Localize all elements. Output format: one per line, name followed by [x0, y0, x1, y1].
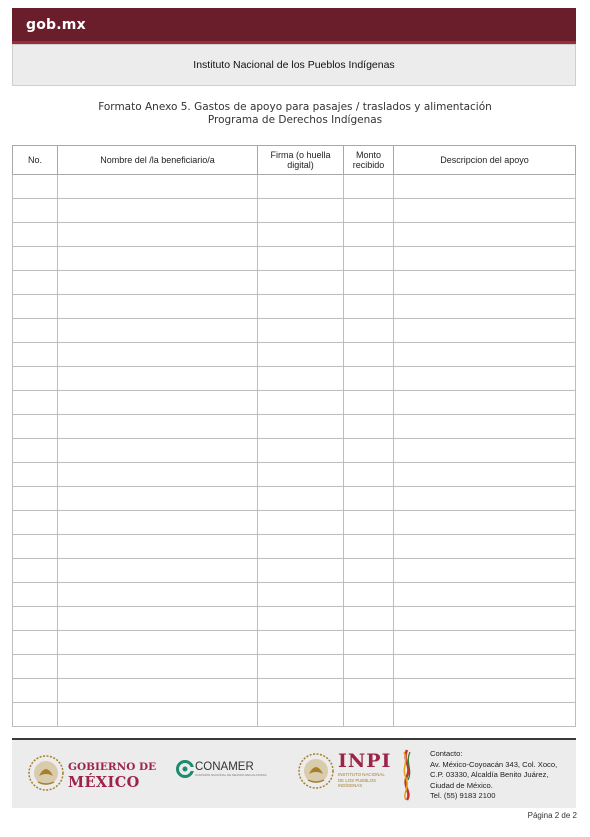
table-cell[interactable]	[344, 631, 394, 655]
table-cell[interactable]	[58, 583, 258, 607]
table-cell[interactable]	[13, 439, 58, 463]
table-cell[interactable]	[258, 535, 344, 559]
table-cell[interactable]	[258, 247, 344, 271]
table-cell[interactable]	[394, 535, 576, 559]
table-cell[interactable]	[344, 511, 394, 535]
decorative-ribbon-icon	[398, 748, 416, 802]
table-cell[interactable]	[394, 703, 576, 727]
table-row	[13, 631, 576, 655]
table-cell[interactable]	[344, 295, 394, 319]
table-row	[13, 535, 576, 559]
table-cell[interactable]	[13, 391, 58, 415]
column-header-monto: Monto recibido	[344, 146, 394, 175]
table-row	[13, 703, 576, 727]
table-cell[interactable]	[344, 463, 394, 487]
table-cell[interactable]	[258, 511, 344, 535]
conamer-tagline: COMISIÓN NACIONAL DE MEJORA REGULATORIA	[195, 773, 267, 777]
table-cell[interactable]	[344, 247, 394, 271]
table-cell[interactable]	[58, 367, 258, 391]
table-cell[interactable]	[344, 319, 394, 343]
conamer-emblem-icon	[176, 760, 194, 778]
table-cell[interactable]	[13, 703, 58, 727]
table-cell[interactable]	[258, 223, 344, 247]
inpi-line2: DE LOS PUEBLOS	[338, 777, 377, 783]
table-cell[interactable]	[258, 655, 344, 679]
table-cell[interactable]	[394, 439, 576, 463]
table-cell[interactable]	[394, 175, 576, 199]
table-cell[interactable]	[394, 415, 576, 439]
table-cell[interactable]	[13, 367, 58, 391]
table-cell[interactable]	[394, 631, 576, 655]
gobierno-de-mexico-logo	[26, 752, 157, 799]
table-cell[interactable]	[58, 463, 258, 487]
table-cell[interactable]	[258, 631, 344, 655]
table-cell[interactable]	[394, 655, 576, 679]
table-cell[interactable]	[13, 247, 58, 271]
table-row	[13, 223, 576, 247]
table-cell[interactable]	[344, 583, 394, 607]
table-cell[interactable]	[344, 679, 394, 703]
table-cell[interactable]	[344, 607, 394, 631]
table-cell[interactable]	[13, 487, 58, 511]
table-cell[interactable]	[258, 319, 344, 343]
contact-info	[430, 749, 557, 802]
table-cell[interactable]	[58, 391, 258, 415]
table-row	[13, 319, 576, 343]
table-cell[interactable]	[394, 271, 576, 295]
table-cell[interactable]	[58, 175, 258, 199]
table-cell[interactable]	[13, 511, 58, 535]
beneficiary-table	[12, 145, 576, 727]
mexico-coat-of-arms-icon	[26, 752, 66, 794]
table-cell[interactable]	[344, 391, 394, 415]
inpi-line1: INSTITUTO NACIONAL	[338, 772, 385, 777]
table-row	[13, 367, 576, 391]
table-cell[interactable]	[344, 199, 394, 223]
table-cell[interactable]	[58, 703, 258, 727]
inpi-line3: INDÍGENAS	[338, 783, 363, 789]
table-cell[interactable]	[394, 511, 576, 535]
table-cell[interactable]	[58, 607, 258, 631]
table-row	[13, 415, 576, 439]
table-cell[interactable]	[58, 487, 258, 511]
contact-line: Av. México-Coyoacán 343, Col. Xoco,	[430, 759, 558, 769]
contact-line: C.P. 03330, Alcaldía Benito Juárez,	[430, 770, 549, 780]
table-cell[interactable]	[58, 631, 258, 655]
table-cell[interactable]	[58, 655, 258, 679]
table-cell[interactable]	[258, 487, 344, 511]
column-header-no: No.	[13, 146, 58, 175]
inpi-name: INPI	[338, 750, 392, 772]
table-cell[interactable]	[258, 583, 344, 607]
table-cell[interactable]	[394, 391, 576, 415]
table-cell[interactable]	[13, 343, 58, 367]
inpi-logo	[296, 750, 392, 797]
table-cell[interactable]	[394, 367, 576, 391]
table-cell[interactable]	[344, 559, 394, 583]
table-cell[interactable]	[394, 343, 576, 367]
program-title: Programa de Derechos Indígenas	[207, 114, 383, 126]
table-cell[interactable]	[394, 295, 576, 319]
institution-name: Instituto Nacional de los Pueblos Indígenas	[193, 59, 395, 71]
table-cell[interactable]	[13, 607, 58, 631]
table-cell[interactable]	[394, 247, 576, 271]
table-cell[interactable]	[58, 535, 258, 559]
document-title: Formato Anexo 5. Gastos de apoyo para pasajes / traslados y alimentación	[98, 101, 492, 113]
column-header-nombre: Nombre del /la beneficiario/a	[58, 146, 258, 175]
table-cell[interactable]	[13, 583, 58, 607]
contact-line: Tel. (55) 9183 2100	[430, 791, 496, 801]
table-cell[interactable]	[394, 583, 576, 607]
conamer-name: CONAMER	[195, 761, 254, 773]
table-cell[interactable]	[13, 271, 58, 295]
table-row	[13, 511, 576, 535]
table-cell[interactable]	[344, 703, 394, 727]
table-cell[interactable]	[394, 463, 576, 487]
gobierno-logo-line2: MÉXICO	[68, 774, 140, 791]
table-cell[interactable]	[344, 415, 394, 439]
page-number: Página 2 de 2	[527, 811, 577, 820]
table-cell[interactable]	[344, 535, 394, 559]
table-row	[13, 199, 576, 223]
table-row	[13, 559, 576, 583]
table-cell[interactable]	[394, 223, 576, 247]
column-header-descripcion: Descripcion del apoyo	[394, 146, 576, 175]
gobmx-logo[interactable]: gob.mx	[26, 17, 86, 33]
table-row	[13, 247, 576, 271]
table-cell[interactable]	[13, 631, 58, 655]
table-cell[interactable]	[258, 367, 344, 391]
table-cell[interactable]	[258, 703, 344, 727]
table-cell[interactable]	[58, 199, 258, 223]
table-cell[interactable]	[58, 439, 258, 463]
conamer-logo	[176, 760, 267, 783]
table-row	[13, 607, 576, 631]
table-cell[interactable]	[394, 319, 576, 343]
table-cell[interactable]	[394, 679, 576, 703]
table-row	[13, 583, 576, 607]
table-cell[interactable]	[258, 271, 344, 295]
table-cell[interactable]	[58, 271, 258, 295]
table-cell[interactable]	[258, 391, 344, 415]
contact-heading: Contacto:	[430, 749, 463, 758]
table-cell[interactable]	[344, 343, 394, 367]
table-cell[interactable]	[13, 199, 58, 223]
table-row	[13, 271, 576, 295]
table-row	[13, 439, 576, 463]
table-cell[interactable]	[13, 463, 58, 487]
table-cell[interactable]	[258, 415, 344, 439]
gobierno-logo-line1: GOBIERNO DE	[68, 761, 157, 773]
table-cell[interactable]	[13, 223, 58, 247]
table-cell[interactable]	[58, 559, 258, 583]
table-cell[interactable]	[13, 319, 58, 343]
table-row	[13, 679, 576, 703]
table-cell[interactable]	[13, 655, 58, 679]
table-cell[interactable]	[58, 247, 258, 271]
table-cell[interactable]	[13, 559, 58, 583]
column-header-firma: Firma (o huella digital)	[258, 146, 344, 175]
inpi-coat-of-arms-icon	[296, 750, 336, 792]
table-cell[interactable]	[394, 607, 576, 631]
table-cell[interactable]	[344, 439, 394, 463]
table-cell[interactable]	[344, 655, 394, 679]
table-cell[interactable]	[13, 415, 58, 439]
table-row	[13, 175, 576, 199]
table-cell[interactable]	[394, 199, 576, 223]
table-cell[interactable]	[13, 535, 58, 559]
table-cell[interactable]	[258, 679, 344, 703]
table-row	[13, 295, 576, 319]
table-cell[interactable]	[58, 295, 258, 319]
table-cell[interactable]	[13, 679, 58, 703]
table-cell[interactable]	[258, 175, 344, 199]
table-cell[interactable]	[394, 487, 576, 511]
table-cell[interactable]	[58, 679, 258, 703]
table-cell[interactable]	[394, 559, 576, 583]
table-cell[interactable]	[58, 223, 258, 247]
gob-header-bar	[12, 8, 576, 44]
table-cell[interactable]	[13, 175, 58, 199]
table-cell[interactable]	[344, 271, 394, 295]
table-row	[13, 391, 576, 415]
table-cell[interactable]	[258, 439, 344, 463]
table-row	[13, 655, 576, 679]
table-header-row	[13, 146, 576, 175]
table-cell[interactable]	[258, 463, 344, 487]
table-cell[interactable]	[344, 487, 394, 511]
page-footer	[12, 740, 576, 808]
contact-line: Ciudad de México.	[430, 780, 493, 790]
table-cell[interactable]	[258, 559, 344, 583]
table-cell[interactable]	[258, 199, 344, 223]
table-cell[interactable]	[58, 511, 258, 535]
table-row	[13, 463, 576, 487]
institution-bar	[12, 44, 576, 86]
table-row	[13, 487, 576, 511]
table-cell[interactable]	[258, 343, 344, 367]
table-cell[interactable]	[13, 295, 58, 319]
table-cell[interactable]	[58, 343, 258, 367]
table-cell[interactable]	[58, 319, 258, 343]
table-row	[13, 343, 576, 367]
table-cell[interactable]	[344, 367, 394, 391]
table-cell[interactable]	[344, 175, 394, 199]
table-cell[interactable]	[344, 223, 394, 247]
table-cell[interactable]	[58, 415, 258, 439]
table-cell[interactable]	[258, 607, 344, 631]
table-cell[interactable]	[258, 295, 344, 319]
